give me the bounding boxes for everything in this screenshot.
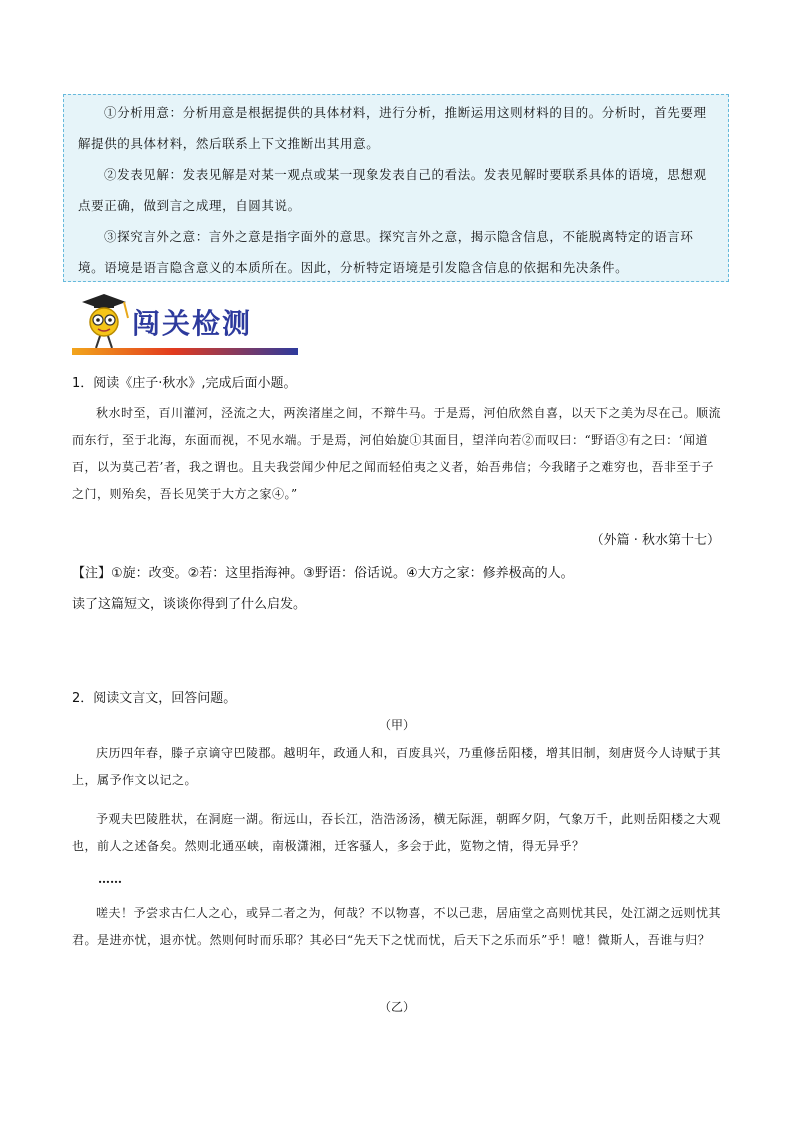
banner-underline (72, 348, 298, 355)
question-1-source: （外篇 · 秋水第十七） (590, 533, 720, 548)
passage-a-label: （甲） (378, 718, 415, 732)
passage-a-paragraph-2: 予观夫巴陵胜状，在洞庭一湖。衔远山，吞长江，浩浩汤汤，横无际涯，朝晖夕阴，气象万千，此则岳阳楼之大观也，前人之述备矣。然则北通巫峡，南极潇湘，迁客骚人，多会于此，览物之情，得无异乎？ (72, 812, 722, 853)
section-banner (72, 292, 298, 356)
question-1-prompt: 1．阅读《庄子·秋水》,完成后面小题。 (72, 376, 297, 391)
banner-title: 闯关检测 (132, 307, 253, 340)
passage-b-label: （乙） (378, 1000, 415, 1014)
tip-analyze-intent: ①分析用意：分析用意是根据提供的具体材料，进行分析，推断运用这则材料的目的。分析时，首先要理解提供的具体材料，然后联系上下文推断出其用意。 (78, 105, 707, 151)
question-2-prompt: 2．阅读文言文，回答问题。 (72, 691, 237, 706)
tip-implied-meaning: ③探究言外之意：言外之意是指字面外的意思。探究言外之意，揭示隐含信息，不能脱离特定的语言环境。语境是语言隐含意义的本质所在。因此，分析特定语境是引发隐含信息的依据和先决条件。 (78, 229, 694, 275)
passage-a-ellipsis: …… (98, 872, 122, 886)
passage-a-paragraph-1: 庆历四年春，滕子京谪守巴陵郡。越明年，政通人和，百废具兴，乃重修岳阳楼，增其旧制，刻唐贤今人诗赋于其上，属予作文以记之。 (72, 746, 722, 787)
question-1-question: 读了这篇短文，谈谈你得到了什么启发。 (72, 597, 307, 612)
mascot-scholar-icon (72, 292, 132, 352)
tip-box (63, 94, 729, 282)
question-1-note: 【注】①旋：改变。②若：这里指海神。③野语：俗话说。④大方之家：修养极高的人。 (72, 566, 574, 581)
question-1-passage: 秋水时至，百川灌河，泾流之大，两涘渚崖之间，不辩牛马。于是焉，河伯欣然自喜，以天下之美为尽在己。顺流而东行，至于北海，东面而视，不见水端。于是焉，河伯始旋①其面目，望洋向若②而叹曰：“野语③有之曰：‘闻道百，以为莫己若’者，我之谓也。且夫我尝闻少仲尼之闻而轻伯夷之义者，始吾弗信；今我睹子之难穷也，吾非至于子之门，则殆矣，吾长见笑于大方之家④。” (72, 406, 722, 501)
passage-a-paragraph-3: 嗟夫！予尝求古仁人之心，或异二者之为，何哉？不以物喜，不以己悲，居庙堂之高则忧其民，处江湖之远则忧其君。是进亦忧，退亦忧。然则何时而乐耶？其必曰“先天下之忧而忧，后天下之乐而乐”乎！噫！微斯人，吾谁与归？ (72, 906, 722, 947)
tip-express-view: ②发表见解：发表见解是对某一观点或某一现象发表自己的看法。发表见解时要联系具体的语境，思想观点要正确，做到言之成理，自圆其说。 (78, 167, 707, 213)
